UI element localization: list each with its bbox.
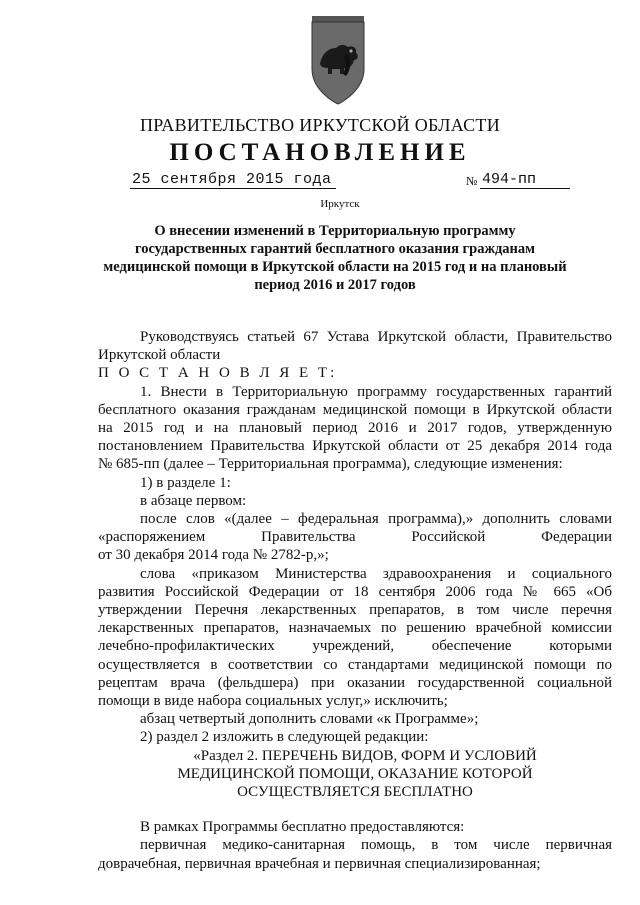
body-line: помощи в виде набора социальных услуг,» исключить; [98, 693, 448, 710]
title-line: медицинской помощи в Иркутской области на 2015 год и на плановый [103, 259, 567, 275]
body-line: рецептам врача (фельдшера) при оказании государственной социальной [98, 674, 612, 691]
section-heading-line: «Раздел 2. ПЕРЕЧЕНЬ ВИДОВ, ФОРМ И УСЛОВИЙ [193, 747, 537, 764]
decree-number: 494-пп [480, 171, 570, 189]
section-heading-line: МЕДИЦИНСКОЙ ПОМОЩИ, ОКАЗАНИЕ КОТОРОЙ [177, 765, 533, 782]
document-type-title: ПОСТАНОВЛЕНИЕ [169, 139, 471, 166]
body-line: развития Российской Федерации от 18 сентября 2006 года № 665 «Об [98, 583, 612, 600]
paragraph-gap [98, 801, 612, 818]
body-line: лекарственных препаратов, назначаемых по решению врачебной комиссии [98, 620, 612, 637]
body-line: В рамках Программы бесплатно предоставляются: [140, 819, 465, 836]
body-line: постановлением Правительства Иркутской области от 25 декабря 2014 года [98, 438, 612, 455]
body-line: слова «приказом Министерства здравоохранения и социального [140, 565, 612, 582]
body-line: после слов «(далее – федеральная программа),» дополнить словами [140, 511, 612, 528]
title-line: период 2016 и 2017 годов [254, 277, 416, 293]
document-body [98, 328, 612, 873]
body-line: «распоряжением Правительства Российской Федерации [98, 529, 612, 546]
body-line: лечебно-профилактических учреждений, обеспечение которыми [98, 638, 612, 655]
title-line: государственных гарантий бесплатного оказания гражданам [134, 241, 536, 257]
body-line: бесплатного оказания гражданам медицинской помощи в Иркутской области [98, 401, 612, 418]
body-line: абзац четвертый дополнить словами «к Программе»; [140, 711, 479, 728]
decree-title [100, 222, 570, 294]
body-line: от 30 декабря 2014 года № 2782-р,»; [98, 547, 329, 564]
body-line: осуществляется в соответствии со стандартами медицинской помощи по [98, 656, 612, 673]
coat-of-arms-icon [310, 14, 366, 106]
body-line: 1. Внести в Территориальную программу государственных гарантий [140, 383, 612, 400]
body-line: 1) в разделе 1: [140, 474, 231, 491]
section-heading-line: ОСУЩЕСТВЛЯЕТСЯ БЕСПЛАТНО [237, 784, 473, 801]
body-line: 2) раздел 2 изложить в следующей редакции: [140, 729, 429, 746]
body-line: в абзаце первом: [140, 492, 247, 509]
body-line: № 685-пп (далее – Территориальная программа), следующие изменения: [98, 456, 563, 473]
city-name: Иркутск [320, 198, 360, 210]
title-line: О внесении изменений в Территориальную программу [154, 223, 516, 239]
body-line: Руководствуясь статьей 67 Устава Иркутской области, Правительство [140, 329, 612, 345]
government-name: ПРАВИТЕЛЬСТВО ИРКУТСКОЙ ОБЛАСТИ [139, 115, 501, 135]
body-line: доврачебная, первичная врачебная и первичная специализированная; [98, 855, 541, 872]
body-line: Иркутской области [98, 347, 221, 364]
body-line: первичная медико-санитарная помощь, в том числе первичная [140, 837, 612, 854]
body-line: утверждении Перечня лекарственных препаратов, в том числе перечня [98, 602, 612, 619]
number-sign: № [466, 174, 478, 188]
decree-date: 25 сентября 2015 года [130, 171, 336, 189]
resolves-heading: П О С Т А Н О В Л Я Е Т: [98, 365, 338, 382]
body-line: на 2015 год и на плановый период 2016 и 2017 годов, утвержденную [98, 420, 612, 437]
